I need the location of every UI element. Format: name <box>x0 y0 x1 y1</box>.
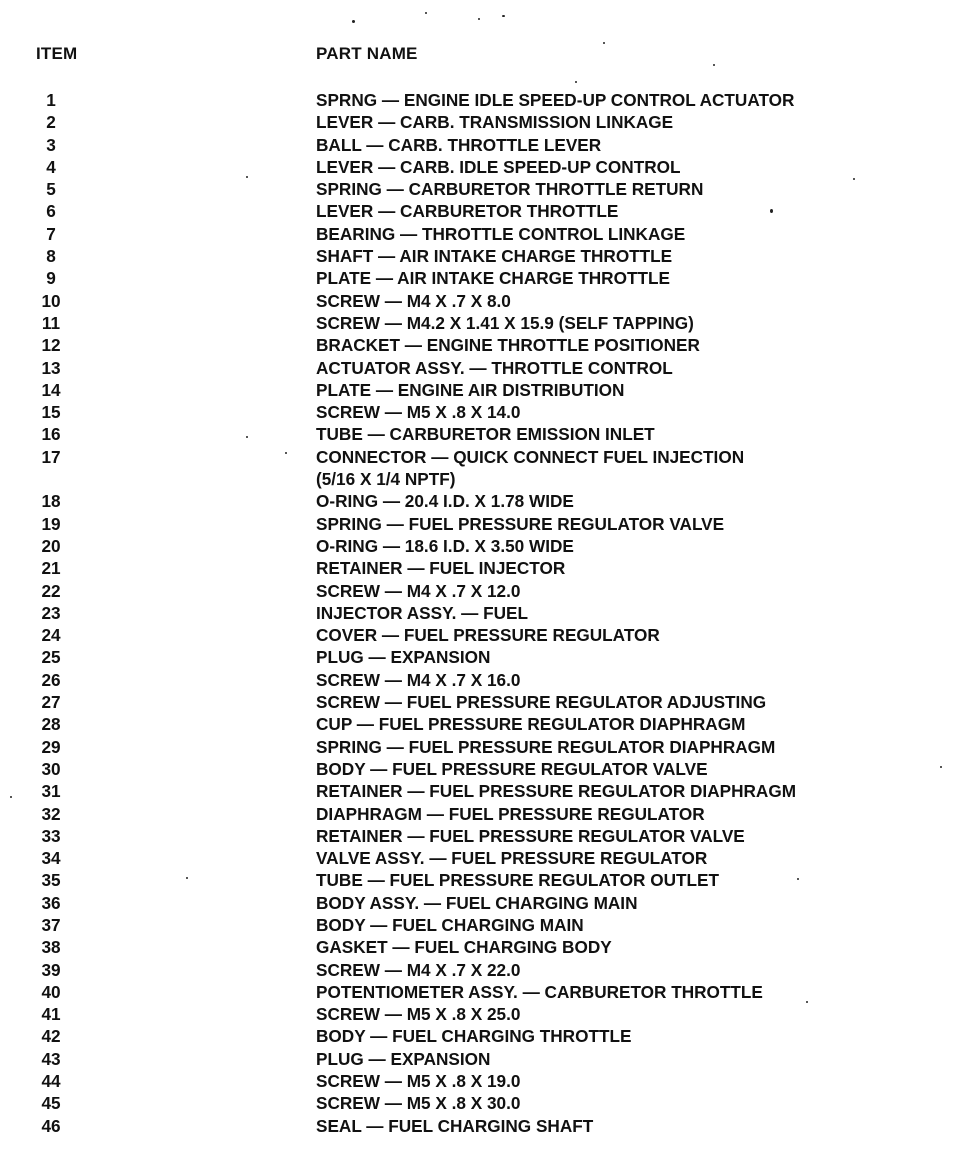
table-row <box>0 178 960 200</box>
item-number: 11 <box>41 312 61 333</box>
part-name: SCREW — M5 X .8 X 14.0 <box>316 402 521 423</box>
item-number: 14 <box>41 379 61 400</box>
table-row <box>0 892 960 914</box>
item-number: 35 <box>41 870 61 891</box>
table-row <box>0 1048 960 1070</box>
part-name: TUBE — CARBURETOR EMISSION INLET <box>316 424 655 445</box>
table-row <box>0 1070 960 1092</box>
part-name: SCREW — FUEL PRESSURE REGULATOR ADJUSTING <box>316 692 767 713</box>
item-number: 25 <box>41 647 61 668</box>
item-number: 28 <box>41 714 61 735</box>
item-number: 26 <box>41 669 61 690</box>
table-row <box>0 134 960 156</box>
part-name: PLATE — AIR INTAKE CHARGE THROTTLE <box>316 268 670 289</box>
part-name: DIAPHRAGM — FUEL PRESSURE REGULATOR <box>316 803 705 824</box>
item-number: 21 <box>41 558 61 579</box>
item-number: 36 <box>41 892 61 913</box>
part-name: LEVER — CARBURETOR THROTTLE <box>316 201 619 222</box>
part-name: SCREW — M5 X .8 X 25.0 <box>316 1004 521 1025</box>
part-name: RETAINER — FUEL PRESSURE REGULATOR VALVE <box>316 825 745 846</box>
item-number: 44 <box>41 1071 61 1092</box>
item-number: 20 <box>41 535 61 556</box>
part-name: COVER — FUEL PRESSURE REGULATOR <box>316 625 660 646</box>
item-number: 15 <box>41 402 61 423</box>
item-number: 42 <box>41 1026 61 1047</box>
table-row <box>0 267 960 289</box>
table-row <box>0 357 960 379</box>
item-number: 30 <box>41 758 61 779</box>
table-row <box>0 847 960 869</box>
part-name: SCREW — M5 X .8 X 30.0 <box>316 1093 521 1114</box>
part-name: BEARING — THROTTLE CONTROL LINKAGE <box>316 223 686 244</box>
table-row <box>0 1115 960 1137</box>
item-number: 32 <box>41 803 61 824</box>
table-row <box>0 446 960 468</box>
item-number: 37 <box>41 914 61 935</box>
table-row <box>0 468 960 490</box>
parts-table <box>0 89 960 1137</box>
part-name-column-header: PART NAME <box>316 44 418 63</box>
item-number: 18 <box>41 491 61 512</box>
table-row <box>0 89 960 111</box>
item-number: 23 <box>41 602 61 623</box>
table-row <box>0 713 960 735</box>
table-row <box>0 401 960 423</box>
part-name: ACTUATOR ASSY. — THROTTLE CONTROL <box>316 357 673 378</box>
part-name: RETAINER — FUEL PRESSURE REGULATOR DIAPHRAGM <box>316 781 797 802</box>
part-name: SHAFT — AIR INTAKE CHARGE THROTTLE <box>316 246 673 267</box>
item-number: 24 <box>41 625 61 646</box>
part-name: TUBE — FUEL PRESSURE REGULATOR OUTLET <box>316 870 719 891</box>
table-row <box>0 646 960 668</box>
table-row <box>0 803 960 825</box>
part-name: SCREW — M4 X .7 X 8.0 <box>316 290 511 311</box>
part-name: BRACKET — ENGINE THROTTLE POSITIONER <box>316 335 700 356</box>
item-number: 34 <box>41 848 61 869</box>
part-name: SEAL — FUEL CHARGING SHAFT <box>316 1115 594 1136</box>
item-number: 17 <box>41 446 61 467</box>
table-row <box>0 981 960 1003</box>
table-row <box>0 736 960 758</box>
table-row <box>0 825 960 847</box>
part-name: PLUG — EXPANSION <box>316 1048 491 1069</box>
part-name: SCREW — M4 X .7 X 22.0 <box>316 959 521 980</box>
table-row <box>0 535 960 557</box>
table-row <box>0 557 960 579</box>
table-row <box>0 334 960 356</box>
table-row <box>0 156 960 178</box>
table-row <box>0 312 960 334</box>
item-number: 5 <box>46 179 56 200</box>
part-name: INJECTOR ASSY. — FUEL <box>316 602 529 623</box>
item-number: 13 <box>41 357 61 378</box>
item-number: 1 <box>46 90 56 110</box>
table-row <box>0 1025 960 1047</box>
table-row <box>0 1092 960 1114</box>
part-name: SCREW — M4 X .7 X 12.0 <box>316 580 521 601</box>
part-name: O-RING — 18.6 I.D. X 3.50 WIDE <box>316 535 574 556</box>
part-name: BODY — FUEL CHARGING MAIN <box>316 914 584 935</box>
item-number: 4 <box>46 156 56 177</box>
item-number: 27 <box>41 692 61 713</box>
item-number: 39 <box>41 959 61 980</box>
table-row <box>0 959 960 981</box>
part-name: LEVER — CARB. TRANSMISSION LINKAGE <box>316 112 674 133</box>
table-row <box>0 1003 960 1025</box>
table-row <box>0 490 960 512</box>
item-number: 45 <box>41 1093 61 1114</box>
item-number: 33 <box>41 825 61 846</box>
part-name: BALL — CARB. THROTTLE LEVER <box>316 134 602 155</box>
part-name: SCREW — M4.2 X 1.41 X 15.9 (SELF TAPPING) <box>316 312 694 333</box>
table-row <box>0 580 960 602</box>
part-name: PLUG — EXPANSION <box>316 647 491 668</box>
part-name: O-RING — 20.4 I.D. X 1.78 WIDE <box>316 491 574 512</box>
table-row <box>0 111 960 133</box>
part-name: SPRING — FUEL PRESSURE REGULATOR DIAPHRAGM <box>316 736 776 757</box>
table-row <box>0 290 960 312</box>
item-number: 16 <box>41 424 61 445</box>
table-row <box>0 669 960 691</box>
item-number: 41 <box>41 1004 61 1025</box>
table-row <box>0 379 960 401</box>
part-name: BODY — FUEL PRESSURE REGULATOR VALVE <box>316 758 708 779</box>
part-name: SCREW — M5 X .8 X 19.0 <box>316 1071 521 1092</box>
table-row <box>0 624 960 646</box>
part-name: VALVE ASSY. — FUEL PRESSURE REGULATOR <box>316 848 708 869</box>
part-name: POTENTIOMETER ASSY. — CARBURETOR THROTTLE <box>316 981 763 1002</box>
item-column-header: ITEM <box>36 44 78 63</box>
item-number: 2 <box>46 112 56 133</box>
part-name: (5/16 X 1/4 NPTF) <box>316 469 456 490</box>
part-name: SPRING — FUEL PRESSURE REGULATOR VALVE <box>316 513 725 534</box>
table-row <box>0 513 960 535</box>
item-number: 38 <box>41 937 61 958</box>
item-number: 29 <box>41 736 61 757</box>
item-number: 3 <box>46 134 56 155</box>
item-number: 9 <box>46 268 56 289</box>
item-number: 6 <box>46 201 56 222</box>
part-name: SPRING — CARBURETOR THROTTLE RETURN <box>316 179 704 200</box>
table-row <box>0 223 960 245</box>
part-name: CONNECTOR — QUICK CONNECT FUEL INJECTION <box>316 446 745 467</box>
item-number: 46 <box>41 1115 61 1136</box>
table-row <box>0 780 960 802</box>
table-row <box>0 423 960 445</box>
table-row <box>0 200 960 222</box>
table-row <box>0 602 960 624</box>
item-number: 22 <box>41 580 61 601</box>
item-number: 19 <box>41 513 61 534</box>
table-row <box>0 869 960 891</box>
part-name: GASKET — FUEL CHARGING BODY <box>316 937 612 958</box>
item-number: 7 <box>46 223 56 244</box>
part-name: BODY ASSY. — FUEL CHARGING MAIN <box>316 892 638 913</box>
part-name: BODY — FUEL CHARGING THROTTLE <box>316 1026 632 1047</box>
part-name: SPRNG — ENGINE IDLE SPEED-UP CONTROL ACTUATOR <box>316 90 795 110</box>
item-number: 8 <box>46 246 56 267</box>
table-row <box>0 691 960 713</box>
part-name: RETAINER — FUEL INJECTOR <box>316 558 566 579</box>
item-number: 40 <box>41 981 61 1002</box>
item-number: 10 <box>41 290 61 311</box>
table-row <box>0 914 960 936</box>
item-number: 12 <box>41 335 61 356</box>
table-row <box>0 936 960 958</box>
part-name: CUP — FUEL PRESSURE REGULATOR DIAPHRAGM <box>316 714 746 735</box>
part-name: SCREW — M4 X .7 X 16.0 <box>316 669 521 690</box>
table-row <box>0 245 960 267</box>
item-number: 31 <box>41 781 61 802</box>
part-name: PLATE — ENGINE AIR DISTRIBUTION <box>316 379 625 400</box>
table-row <box>0 758 960 780</box>
item-number: 43 <box>41 1048 61 1069</box>
part-name: LEVER — CARB. IDLE SPEED-UP CONTROL <box>316 156 681 177</box>
